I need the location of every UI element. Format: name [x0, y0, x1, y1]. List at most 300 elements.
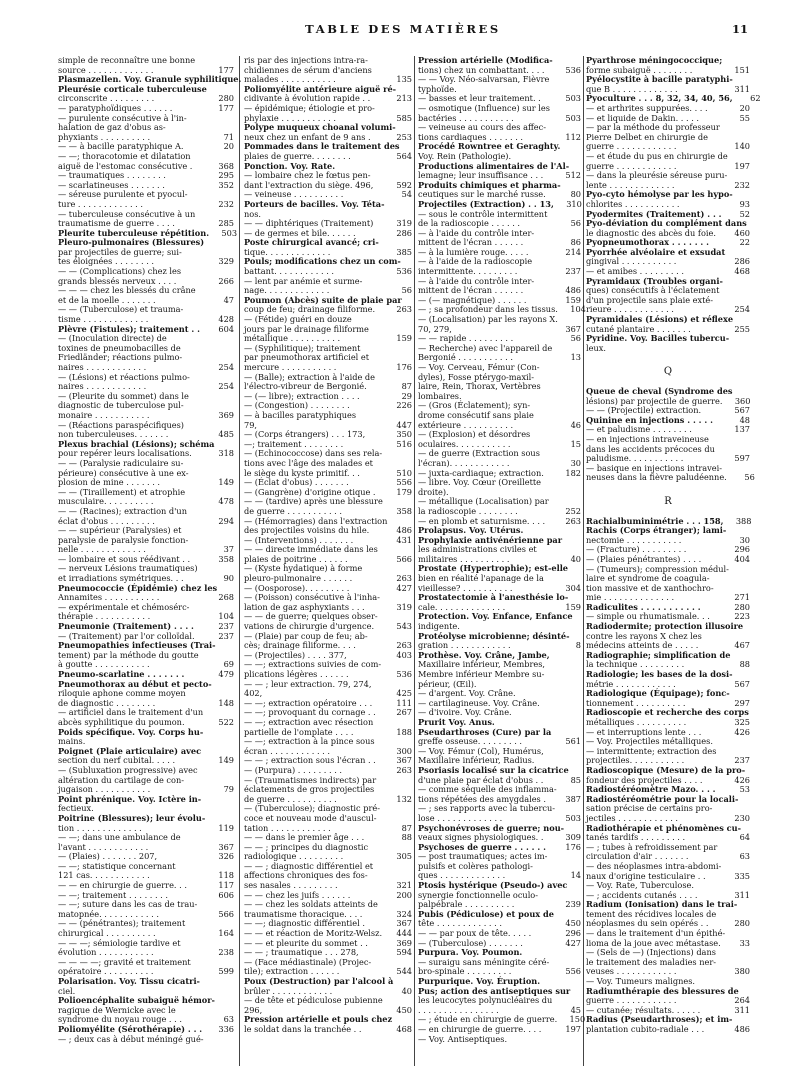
entry-text: Plèvre (Fistules); traitement . . — [58, 323, 200, 334]
entry-page-ref: 335 — [734, 870, 750, 881]
entry-page-ref: 93 — [739, 198, 750, 209]
entry-text: paralysie de paralysie fonction- — [58, 534, 189, 545]
entry-text: — —; extraction opératoire . . . — [244, 697, 373, 708]
entry-text: — ; ses rapports avec la tubercu- — [418, 803, 556, 814]
entry-text: diagnostic de tuberculose pul- — [58, 400, 184, 411]
entry-page-ref: 40 — [570, 553, 581, 564]
entry-page-ref: 431 — [396, 534, 412, 545]
entry-text: pour repérer leurs localisations. — [58, 448, 192, 459]
entry-text: — — directe immédiate dans les — [244, 544, 378, 555]
entry-text: vieillesse? . . . . . . . . . . — [418, 582, 513, 593]
section-letter: Q — [663, 366, 673, 378]
entry-text: Rachis (Corps étranger); lami- — [586, 525, 727, 536]
entry-text: syndrome du noyau rouge . . . — [58, 1014, 182, 1025]
entry-text: Pyramidaux (Troubles organi- — [586, 275, 723, 286]
entry-page-ref: 79 — [223, 784, 234, 795]
entry-text: indigente. — [418, 621, 460, 632]
entry-text: — (Tumeurs); compression médul- — [586, 563, 729, 574]
entry-page-ref: 360 — [734, 395, 751, 406]
entry-text: ceutiques sur le marché russe. — [418, 189, 546, 200]
entry-text: non tuberculeuses. . . . . . . — [58, 429, 169, 440]
entry-page-ref: 252 — [565, 505, 581, 516]
entry-page-ref: 311 — [734, 83, 750, 94]
entry-page-ref: 20 — [223, 141, 234, 152]
entry-text: contre les rayons X chez les — [586, 630, 702, 641]
entry-page-ref: 232 — [218, 198, 234, 209]
entry-text: tions cardiaques . . . . . . . — [418, 131, 524, 142]
entry-text: — nerveux Lésions traumatiques) — [58, 563, 198, 574]
entry-page-ref: 594 — [396, 947, 412, 958]
entry-text: — lombaire et sous réédivant . . — [58, 553, 191, 564]
entry-text: cale. . . . . . . . . . . . . . — [418, 601, 506, 612]
entry-text: Point phrénique. Voy. Ictère in- — [58, 793, 202, 804]
entry-page-ref: 599 — [218, 966, 234, 977]
entry-text: — et paludisme . . . . . . . . — [586, 424, 692, 435]
entry-page-ref: 271 — [734, 592, 750, 603]
entry-text: Polype muqueux choanal volumi- — [244, 122, 396, 133]
entry-text: Radiostéréomètre Mazo. . . . — [586, 784, 716, 795]
entry-text: — — (pénétrantes); traitement — [58, 918, 186, 929]
entry-text: — comme séquelle des inflamma- — [418, 784, 557, 795]
index-entry — [418, 1035, 581, 1045]
entry-text: Pleurite tuberculeuse répétition. — [58, 227, 210, 238]
entry-page-ref: 536 — [565, 64, 581, 75]
entry-text: — de tête et pédiculose pubienne — [244, 995, 383, 1006]
entry-text: Pierre Delbet en chirurgie de — [586, 131, 708, 142]
entry-text: — ; sa profondeur dans les tissus. — [418, 304, 558, 315]
entry-text: — —; extraction à la pince sous — [244, 736, 375, 747]
entry-text: Pyopneumothorax . . . . . . . — [586, 237, 709, 248]
entry-text: toxines de pneumobacilles de — [58, 342, 181, 353]
entry-text: cidivante à évolution rapide . . — [244, 93, 371, 104]
entry-page-ref: 311 — [734, 889, 750, 900]
entry-text: par projectiles de guerre; sui- — [58, 246, 182, 257]
entry-text: — expérimentale et chémosérc- — [58, 601, 190, 612]
entry-page-ref: 294 — [218, 515, 234, 526]
entry-text: tion . . . . . . . . . . . . . — [58, 822, 142, 833]
entry-page-ref: 267 — [396, 707, 412, 718]
entry-page-ref: 425 — [396, 688, 412, 699]
entry-page-ref: 300 — [396, 745, 412, 756]
entry-text: par pneumothorax artificiel et — [244, 352, 370, 363]
entry-text: jours par le drainage filiforme — [244, 323, 369, 334]
entry-page-ref: 286 — [734, 256, 750, 267]
entry-text: Poitrine (Blessures); leur évolu- — [58, 812, 206, 823]
entry-page-ref: 543 — [396, 621, 412, 632]
entry-text: médecins atteints de . . . . . — [586, 640, 699, 651]
entry-text: — — ; diagnostic différentiel et — [244, 860, 374, 871]
entry-text: lésions) par projectile de guerre. — [586, 395, 723, 406]
entry-text: tile); extraction . . . . . . — [244, 966, 340, 977]
entry-text: périeur, (Œil). — [418, 678, 477, 689]
entry-page-ref: 86 — [570, 237, 581, 248]
entry-text: — post traumatiques; actes im- — [418, 851, 548, 862]
entry-text: jugaison . . . . . . . . . . . — [58, 784, 151, 795]
entry-text: synergie fonctionnelle oculo- — [418, 889, 539, 900]
entry-text: — —; dans une ambulance de — [58, 832, 181, 843]
entry-text: Maxillaire inférieur, Radius. — [418, 755, 535, 766]
entry-text: — (Plaies) . . . . . . . 207, — [58, 851, 158, 862]
entry-text: Radiographie; simplification de — [586, 649, 731, 660]
entry-text: plantation cubito-radiale . . . — [586, 1024, 705, 1034]
entry-page-ref: 536 — [396, 669, 412, 679]
entry-text: — (Plaie) par coup de feu; ab- — [244, 630, 368, 641]
entry-text: Porteurs de bacilles. Voy. Téta- — [244, 198, 385, 209]
entry-text: Radioscopique (Mesure) de la pro- — [586, 764, 746, 775]
entry-page-ref: 118 — [218, 870, 234, 881]
entry-text: — —; extraction avec résection — [244, 716, 374, 727]
entry-page-ref: 428 — [218, 314, 234, 325]
entry-text: — scarlatineuses . . . . . . . — [58, 179, 165, 190]
entry-page-ref: 63 — [739, 851, 750, 862]
entry-text: matopnée. . . . . . . . . . . . — [58, 908, 159, 919]
entry-page-ref: 111 — [396, 697, 412, 708]
entry-text: Pneumo-scarlatine . . . . . . . — [58, 669, 185, 679]
entry-text: — juxta-cardiaque; extraction. — [418, 467, 544, 478]
entry-text: — suraigu sans méningite céré- — [418, 956, 550, 967]
entry-page-ref: 112 — [565, 131, 581, 142]
entry-page-ref: 40 — [401, 985, 412, 996]
entry-text: ques . . . . . . . . . . . . . — [418, 870, 506, 881]
entry-text: — (Tuberculose); diagnostic pré- — [244, 803, 380, 814]
entry-text: Polarisation. Voy. Tissu cicatri- — [58, 976, 200, 986]
section-letter: R — [664, 495, 672, 507]
entry-text: évolution . . . . . . . . . . . — [58, 947, 154, 958]
entry-text: nelle . . . . . . . . . . . . . — [58, 544, 146, 555]
entry-text: — à bacilles paratyphiques — [244, 409, 357, 420]
entry-text: gingival . . . . . . . . . . . — [586, 256, 677, 267]
index-column-3 — [418, 55, 586, 1044]
entry-text: Maxillaire inférieur, Membres, — [418, 659, 546, 670]
entry-text: intermittente. . . . . . . . . — [418, 266, 518, 277]
entry-page-ref: 486 — [734, 1024, 750, 1034]
entry-page-ref: 30 — [570, 457, 581, 468]
entry-text: — —; statistique concernant — [58, 860, 176, 871]
entry-text: — de guerre (Extraction sous — [418, 448, 540, 459]
entry-text: — dans le traitement d'un épithé- — [586, 928, 726, 939]
entry-page-ref: 564 — [396, 150, 412, 161]
entry-text: Pneumopathies infectieuses (Trai- — [58, 640, 216, 651]
entry-page-ref: 561 — [565, 736, 581, 747]
entry-text: — (Interventions) . . . . . . . — [244, 534, 354, 545]
entry-page-ref: 585 — [396, 112, 412, 123]
entry-text: Pyoculture . . . 8, 32, 34, 40, 56, — [586, 93, 733, 104]
entry-text: — (Gangrène) d'origine otique . — [244, 486, 376, 497]
entry-page-ref: 13 — [570, 352, 581, 363]
entry-page-ref: 604 — [218, 323, 234, 334]
entry-page-ref: 226 — [396, 400, 412, 411]
entry-text: — traumatiques . . . . . . . . — [58, 170, 166, 181]
entry-text: circulation d'air . . . . . . . — [586, 851, 689, 862]
entry-text: Pyarthrose méningococcique; — [586, 55, 723, 65]
entry-text: laire et syndrome de coagula- — [586, 573, 710, 584]
entry-text: — (Balle); extraction à l'aide de — [244, 371, 375, 382]
entry-text: — — (Tuberculose) et trauma- — [58, 304, 184, 315]
entry-page-ref: 179 — [396, 486, 412, 497]
entry-text: d'un projectile sans plaie exté- — [586, 294, 714, 305]
entry-text: jectiles . . . . . . . . . . . . — [586, 812, 679, 823]
entry-text: — osmotique (Influence) sur les — [418, 102, 550, 113]
entry-page-ref: 367 — [396, 918, 412, 929]
entry-text: Radiculites . . . . . . . . . . . — [586, 601, 701, 612]
entry-text: coce et nouveau mode d'auscul- — [244, 812, 377, 823]
entry-text: halation de gaz d'obus as- — [58, 122, 166, 133]
entry-text: militaires . . . . . . . . . . — [418, 553, 510, 564]
entry-page-ref: 358 — [218, 553, 234, 564]
entry-text: altération du cartilage de con- — [58, 774, 184, 785]
entry-text: Prolapsus. Voy. Utérus. — [418, 525, 524, 536]
entry-text: plosion de mine . . . . . . . — [58, 477, 161, 488]
index-entry — [586, 344, 750, 354]
entry-text: — Voy. Antiseptiques. — [418, 1033, 508, 1044]
entry-page-ref: 56 — [570, 218, 581, 229]
entry-text: — simple ou rhumatismale. . . — [586, 611, 710, 622]
entry-text: — (Traumatismes indirects) par — [244, 774, 377, 785]
entry-text: malades . . . . . . . . . . . — [244, 74, 336, 85]
entry-page-ref: 213 — [396, 93, 412, 104]
entry-page-ref: 479 — [218, 669, 234, 679]
entry-text: lose . . . . . . . . . . . . . — [418, 812, 503, 823]
entry-page-ref: 329 — [218, 256, 234, 267]
entry-text: — épidémique; étiologie et pro- — [244, 102, 375, 113]
entry-text: — paratyphoïdiques . . . . . . — [58, 102, 173, 113]
entry-page-ref: 8 — [575, 640, 581, 651]
entry-page-ref: 280 — [218, 93, 234, 104]
page-number: 11 — [731, 22, 748, 36]
entry-text: — cartilagineuse. Voy. Crâne. — [418, 697, 540, 708]
entry-page-ref: 566 — [218, 908, 234, 919]
entry-text: Pression artérielle et pouls chez — [244, 1014, 393, 1025]
entry-text: — (Traitement) par l'or colloïdal. — [58, 630, 195, 641]
entry-page-ref: 460 — [734, 227, 750, 238]
entry-text: forme subaiguë . . . . . . . . — [586, 64, 693, 75]
entry-text: des projectiles voisins du hile. — [244, 525, 370, 536]
entry-page-ref: 427 — [565, 937, 581, 948]
entry-text: tique. . . . . . . . . . . . . — [244, 246, 331, 257]
entry-text: 121 cas. . . . . . . . . . . . — [58, 870, 150, 881]
entry-text: ciel. — [58, 985, 76, 996]
entry-text: Pyramidales (Lésions) et réflexe — [586, 314, 734, 325]
entry-page-ref: 503 — [565, 112, 581, 123]
entry-page-ref: 403 — [396, 649, 412, 660]
entry-text: l'électro-vibreur de Bergonié. — [244, 381, 367, 392]
entry-page-ref: 268 — [218, 592, 234, 603]
entry-text: Plexus brachial (Lésions); schéma — [58, 438, 215, 449]
entry-text: — libre. Voy. Cœur (Oreillette — [418, 477, 542, 488]
entry-page-ref: 606 — [218, 889, 234, 900]
entry-text: Radiumthérapie des blessures de — [586, 985, 739, 996]
entry-text: — — et réaction de Moritz-Welsz. — [244, 928, 383, 939]
entry-text: — (— magnétique) . . . . . . — [418, 294, 527, 305]
entry-text: — et amibes . . . . . . . . . — [586, 266, 684, 277]
entry-text: — lombaire chez le fœtus pen- — [244, 170, 371, 181]
entry-page-ref: 56 — [744, 472, 755, 483]
entry-page-ref: 164 — [218, 928, 234, 939]
entry-text: leux. — [586, 342, 606, 353]
entry-page-ref: 368 — [218, 160, 234, 171]
entry-page-ref: 30 — [739, 534, 750, 545]
entry-page-ref: 556 — [396, 477, 412, 488]
entry-text: ses nasales . . . . . . . . . — [244, 880, 338, 891]
entry-page-ref: 478 — [218, 496, 234, 507]
entry-page-ref: 522 — [218, 716, 234, 727]
entry-text: le siège du kyste primitif. . . — [244, 467, 360, 478]
entry-text: Voy. Rein (Pathologie). — [418, 150, 512, 161]
entry-page-ref: 188 — [396, 726, 412, 737]
entry-text: — en chirurgie de guerre. . . . — [418, 1023, 542, 1034]
entry-page-ref: 80 — [570, 189, 581, 200]
entry-text: pulsifs et colères pathologi- — [418, 860, 533, 871]
entry-text: Radiothérapie et phénomènes cu- — [586, 822, 742, 833]
entry-text: Radiologie; les bases de la dosi- — [586, 669, 733, 680]
entry-page-ref: 426 — [734, 726, 750, 737]
entry-text: tanés tardifs . . . . . . . . . — [586, 832, 686, 843]
entry-text: laire, Rein, Thorax, Vertèbres — [418, 381, 541, 392]
entry-page-ref: 46 — [570, 419, 581, 430]
entry-text: — — et pleurite du sommet . . — [244, 937, 368, 948]
entry-text: neux chez un enfant de 9 ans . — [244, 131, 371, 142]
entry-text: 296, — [244, 1004, 263, 1015]
entry-text: aiguë de l'estomac consécutive . — [58, 160, 193, 171]
entry-page-ref: 295 — [218, 170, 234, 181]
entry-page-ref: 352 — [218, 179, 234, 190]
entry-text: — — (Racines); extraction d'un — [58, 505, 187, 516]
entry-text: Bergonié . . . . . . . . . . . — [418, 352, 513, 363]
entry-text: paludisme. . . . . . . . . . . — [586, 453, 684, 464]
entry-text: — — (Paralysie radiculaire su- — [58, 457, 184, 468]
entry-page-ref: 358 — [396, 505, 412, 516]
entry-text: — (Syphilitique); traitement — [244, 342, 361, 353]
entry-text: Pseudarthroses (Cure) par la — [418, 726, 552, 737]
entry-text: — (Echinococcose) dans ses rela- — [244, 448, 383, 459]
entry-text: chlorites . . . . . . . . . . . — [586, 198, 680, 209]
entry-text: — — de guerre; quelques obser- — [244, 611, 378, 622]
entry-page-ref: 45 — [570, 1004, 581, 1015]
entry-page-ref: 297 — [734, 697, 750, 708]
entry-text: — (Pleurite du sommet) dans le — [58, 390, 189, 401]
entry-page-ref: 263 — [396, 573, 412, 584]
entry-text: Pneumonie (Traitement) . . . . — [58, 621, 194, 632]
entry-text: Pneumococcie (Épidémie) chez les — [58, 582, 218, 593]
entry-text: Rachialbuminimétrie . . . 158, — [586, 515, 724, 526]
entry-text: lombaires. — [418, 390, 462, 401]
entry-text: — veineuse . . . . . . . . . . — [244, 189, 344, 200]
entry-text: Pouls; modifications chez un com- — [244, 256, 401, 267]
entry-page-ref: 33 — [739, 937, 750, 948]
entry-page-ref: 87 — [401, 822, 412, 833]
entry-text: tions répétées des amygdales . — [418, 793, 546, 804]
entry-page-ref: 503 — [565, 93, 581, 104]
index-entry — [586, 472, 755, 483]
entry-page-ref: 255 — [734, 323, 750, 334]
entry-text: — — — chez les blessés du crâne — [58, 285, 196, 296]
entry-text: affections chroniques des fos- — [244, 870, 368, 881]
entry-text: Poliomyélite antérieure aiguë ré- — [244, 83, 397, 94]
entry-page-ref: 450 — [565, 918, 581, 929]
entry-text: ques) consécutifs à l'éclatement — [586, 285, 720, 296]
entry-text: — (Face médiastinale) (Projec- — [244, 956, 372, 967]
entry-text: plaies de poitrine . . . . . . — [244, 553, 348, 564]
entry-page-ref: 404 — [734, 553, 750, 564]
entry-text: — — (Tiraillement) et atrophie — [58, 486, 186, 497]
entry-text: — des néoplasmes intra-abdomi- — [586, 860, 722, 871]
entry-text: — à l'aide du contrôle inter- — [418, 227, 535, 238]
entry-text: — d'ivoire. Voy. Crâne. — [418, 707, 512, 718]
entry-page-ref: 503 — [565, 812, 581, 823]
entry-text: sation précise de certains pro- — [586, 803, 713, 814]
entry-text: — —; thoracotomie et dilatation — [58, 150, 191, 161]
entry-text: — veineuse au cours des affec- — [418, 122, 546, 133]
entry-page-ref: 182 — [565, 467, 581, 478]
entry-page-ref: 486 — [565, 285, 581, 296]
entry-text: — (Tuberculose) . . . . . . . — [418, 937, 523, 948]
entry-text: — sous le contrôle intermittent — [418, 208, 548, 219]
column-divider — [239, 56, 240, 1066]
entry-text: — (Purpura) . . . . . . . . . — [244, 764, 343, 775]
entry-text: — (Subluxation progressive) avec — [58, 764, 198, 775]
entry-page-ref: 296 — [565, 928, 581, 939]
entry-text: Prurit Voy. Anus. — [418, 716, 495, 727]
entry-text: Radium (Ionisation) dans le trai- — [586, 899, 738, 910]
entry-page-ref: 325 — [734, 717, 750, 727]
index-entry — [58, 977, 234, 987]
entry-page-ref: 468 — [396, 1023, 412, 1034]
entry-page-ref: 447 — [396, 419, 412, 430]
entry-text: — lent par anémie et surme- — [244, 275, 363, 286]
entry-text: typhoïde. — [418, 83, 457, 94]
entry-text: circonscrite . . . . . . . . . — [58, 93, 155, 104]
entry-text: — — —; sémiologie tardive et — [58, 937, 181, 948]
entry-text: Protection. Voy. Enfance, Enfance — [418, 611, 573, 622]
entry-text: la radioscopie . . . . . . . . — [418, 505, 518, 516]
entry-page-ref: 264 — [734, 995, 750, 1006]
entry-page-ref: 197 — [734, 160, 750, 171]
entry-page-ref: 15 — [570, 438, 581, 449]
entry-page-ref: 263 — [565, 515, 581, 526]
entry-text: — (Lésions) et réactions pulmo- — [58, 371, 190, 382]
entry-page-ref: 427 — [396, 582, 412, 593]
entry-text: bro-spinale . . . . . . . . . — [418, 966, 512, 977]
entry-text: oculaires. . . . . . . . . . . — [418, 438, 511, 449]
entry-text: cutané plantaire . . . . . . . — [586, 323, 691, 334]
entry-text: l'écran). . . . . . . . . . . . — [418, 457, 510, 468]
entry-page-ref: 485 — [218, 429, 234, 440]
entry-text: d'une plaie par éclat d'obus . . — [418, 774, 544, 785]
entry-page-ref: 159 — [565, 294, 581, 305]
entry-text: mercure . . . . . . . . . . . — [244, 362, 337, 372]
entry-text: Plasmazellen. Voy. Granule syphilitique. — [58, 74, 242, 85]
entry-text: Poux (Destruction) par l'alcool à — [244, 976, 394, 986]
entry-text: Pyo-déviation du complément dans — [586, 218, 747, 229]
entry-page-ref: 53 — [739, 784, 750, 795]
entry-text: Radiodermite; protection illusoire — [586, 621, 744, 632]
entry-text: — Voy. Fémur (Col), Humérus, — [418, 745, 544, 756]
page-header — [58, 22, 748, 42]
entry-text: — et arthrites suppurées. . . . — [586, 102, 708, 113]
entry-text: battant. . . . . . . . . . . . — [244, 266, 335, 277]
entry-text: Annamites . . . . . . . . . . . — [58, 592, 160, 603]
entry-text: fondeur des projectiles . . . . — [586, 774, 703, 785]
entry-page-ref: 177 — [218, 64, 234, 75]
entry-text: de diagnostic . . . . . . . . — [58, 697, 156, 708]
entry-text: phylaxie . . . . . . . . . . . — [244, 112, 336, 123]
entry-text: — à l'aide du contrôle inter- — [418, 275, 535, 286]
entry-text: . . . . . . . . . . . . . . . . — [418, 1004, 499, 1015]
entry-page-ref: 311 — [734, 1004, 750, 1015]
entry-text: Pubis (Pédiculose) et poux de — [418, 908, 554, 919]
entry-text: rieure . . . . . . . . . . . . — [586, 304, 674, 315]
entry-text: à goutte . . . . . . . . . . . — [58, 659, 150, 670]
